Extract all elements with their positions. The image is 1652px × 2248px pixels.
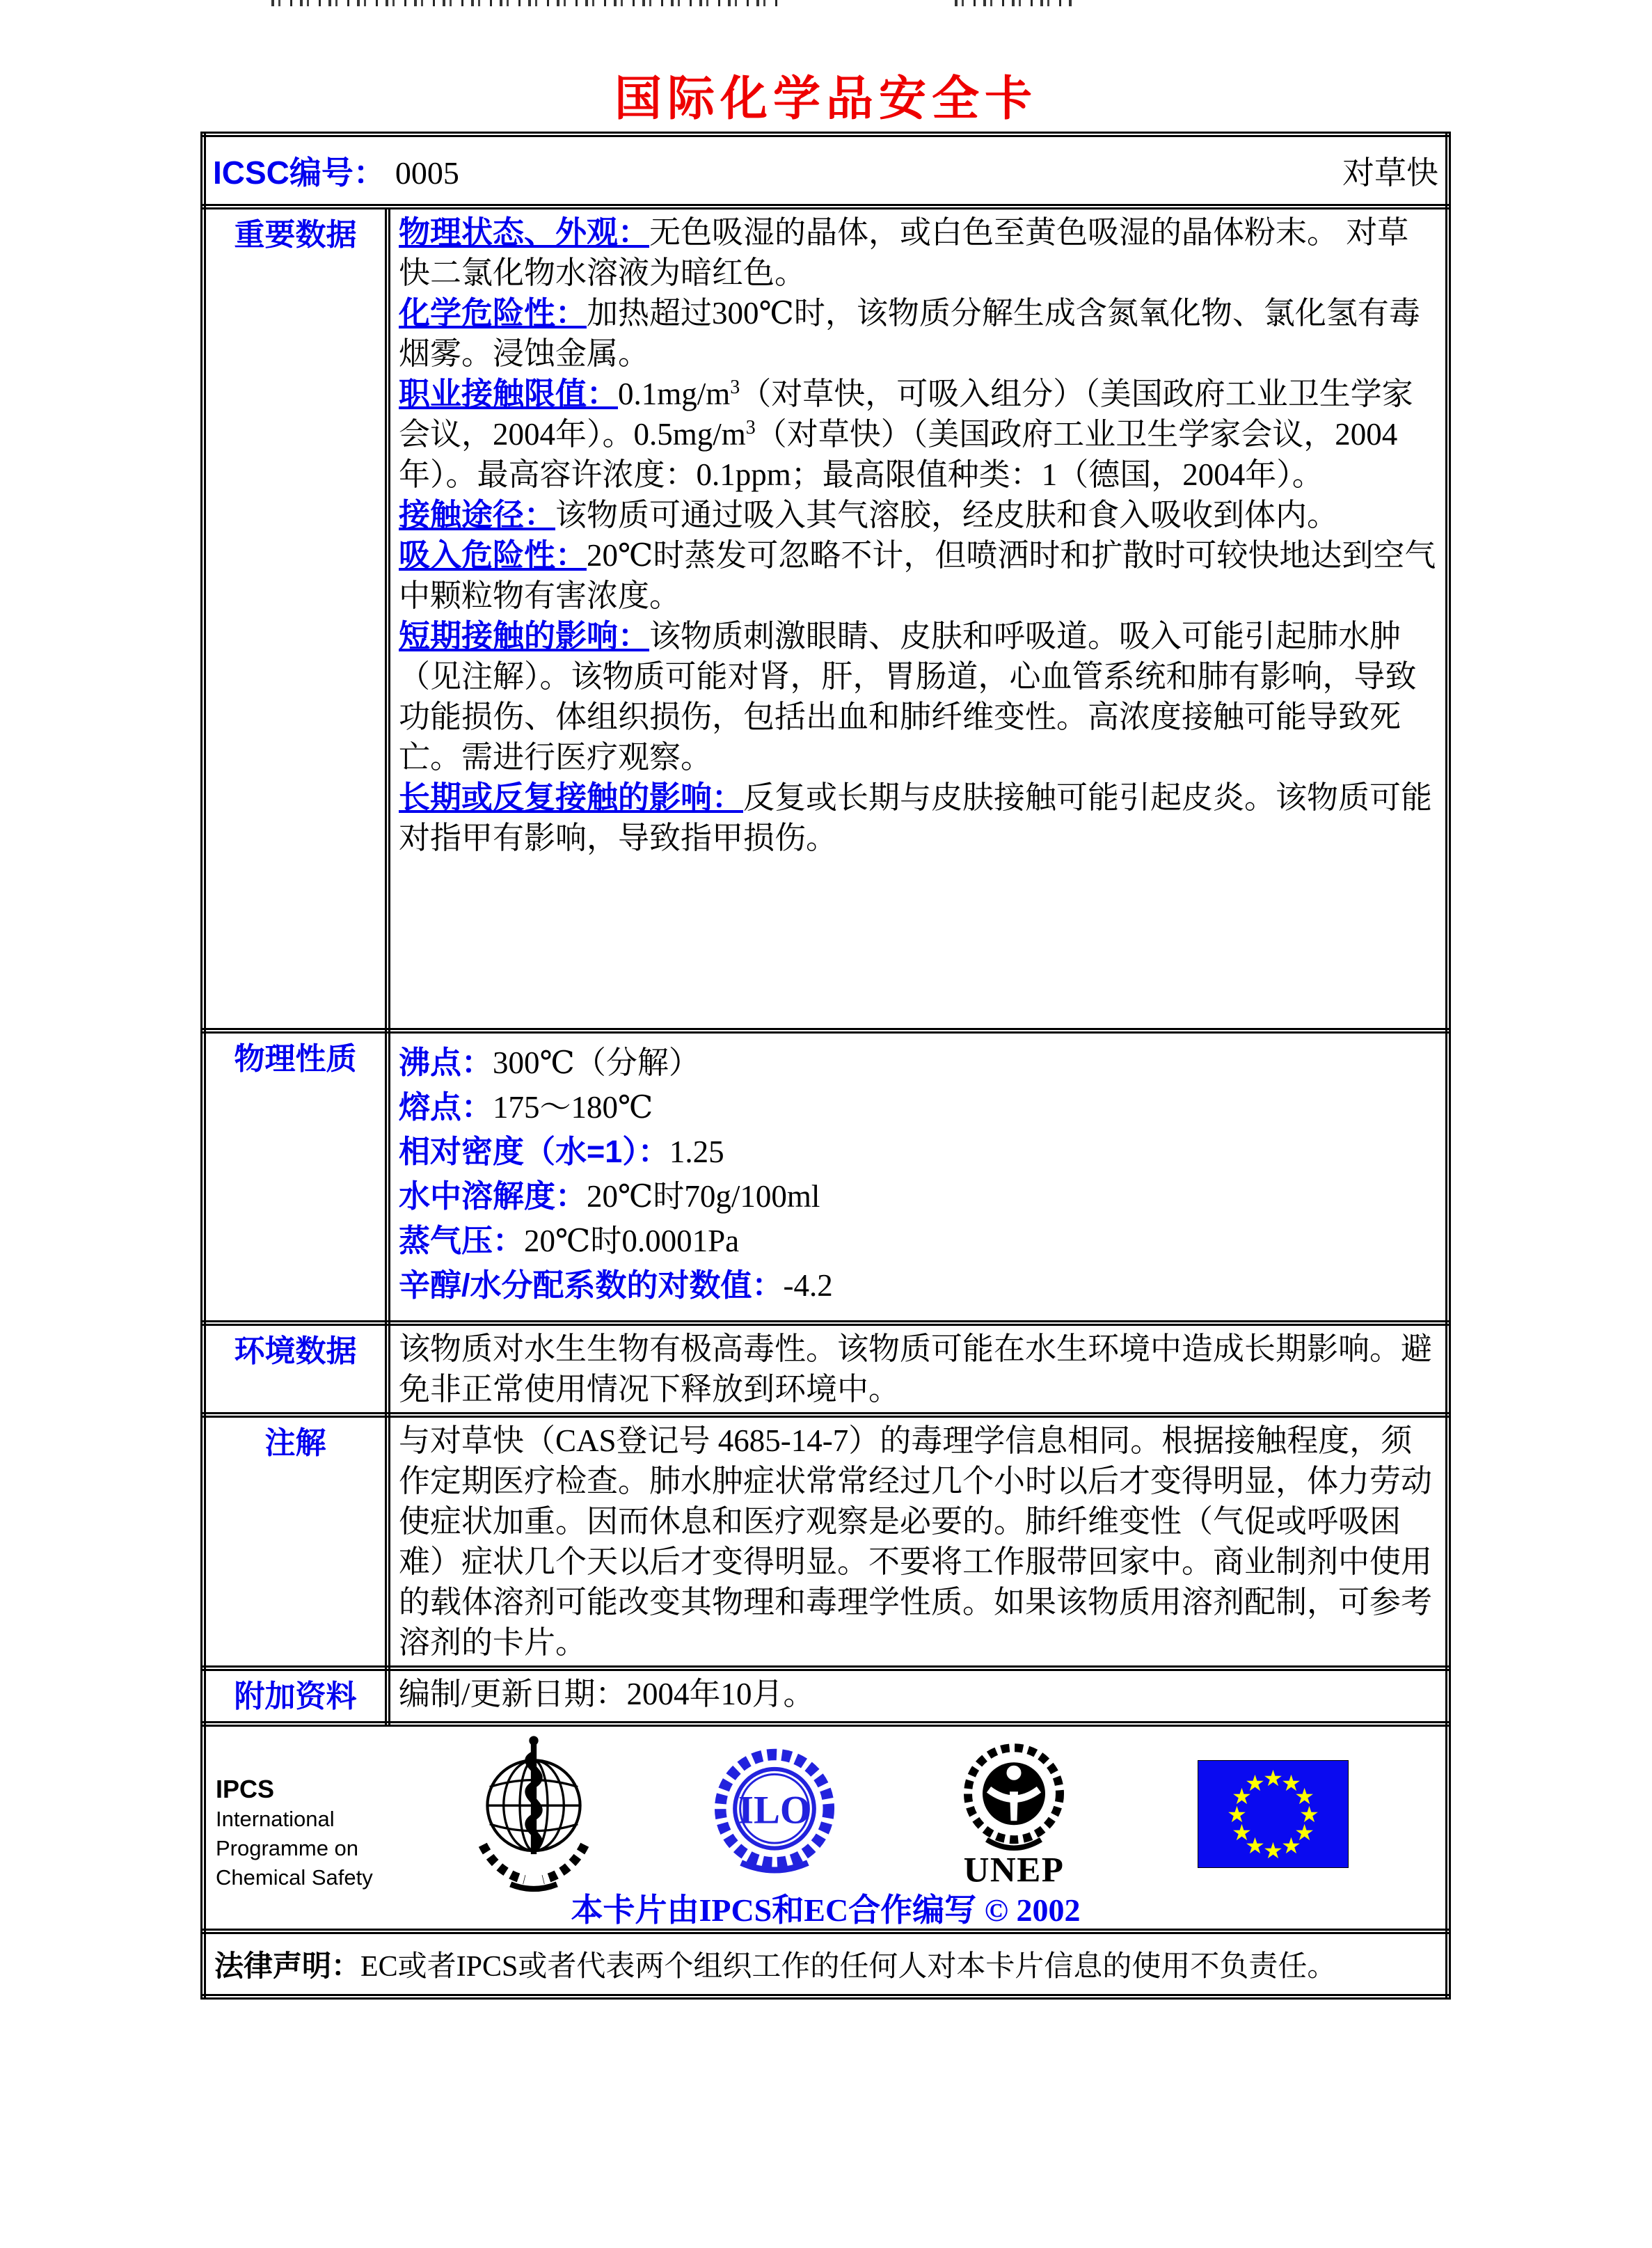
section-content-environmental-data: 该物质对水生生物有极高毒性。该物质可能在水生环境中造成长期影响。避免非正常使用情况下释放到环境中。 xyxy=(388,1323,1448,1415)
eu-star: ★ xyxy=(1232,1784,1252,1809)
section-label-notes: 注解 xyxy=(203,1415,388,1668)
cooperation-caption: 本卡片由IPCS和EC合作编写 © 2002 xyxy=(571,1892,1081,1928)
eu-star: ★ xyxy=(1245,1770,1265,1796)
icsc-number-label: ICSC编号： xyxy=(213,155,386,191)
eu-star: ★ xyxy=(1232,1820,1252,1845)
section-content-important-data: 物理状态、外观：无色吸湿的晶体，或白色至黄色吸湿的晶体粉末。 对草快二氯化物水溶液为暗红色。 化学危险性：加热超过300℃时，该物质分解生成含氮氧化物、氯化氢有毒烟雾。浸蚀金属。 职业接触限值：$0.1mg/m^3$（对草快，可吸入组分）（美国政府工业卫生学家会议，2004年）。$0.5mg/m^3$（对草快）（美国政府工业卫生学家会议，2004年）。最高容许浓度：0.1ppm；最高限值种类：1（德国，2004年）。 接触途径：该物质可通过吸入其气溶胶，经皮肤和食入吸收到体内。 吸入危险性：20℃时蒸发可忽略不计，但喷洒时和扩散时可较快地达到空气中颗粒物有害浓度。 短期接触的影响：该物质刺激眼睛、皮肤和呼吸道。吸入可能引起肺水肿（见注解）。该物质可能对肾，肝，胃肠道，心血管系统和肺有影响，导致功能损伤、体组织损伤，包括出血和肺纤维变性。高浓度接触可能导致死亡。需进行医疗观察。 长期或反复接触的影响：反复或长期与皮肤接触可能引起皮炎。该物质可能对指甲有影响，导致指甲损伤。 xyxy=(388,207,1448,1031)
legal-notice-label: 法律声明： xyxy=(214,1949,361,1982)
ilo-letters: ILO xyxy=(738,1788,811,1833)
clipped-header-remnant xyxy=(955,0,1074,6)
icsc-number xyxy=(213,148,459,193)
ipcs-subtitle-line: International xyxy=(216,1807,335,1831)
ipcs-subtitle-line: Programme on xyxy=(216,1836,359,1860)
section-label-environmental-data: 环境数据 xyxy=(203,1323,388,1415)
eu-flag-icon xyxy=(1198,1760,1349,1868)
row-environmental-data xyxy=(203,1323,1448,1415)
row-logos xyxy=(203,1724,1448,1931)
logo-strip xyxy=(206,1727,1445,1892)
eu-star: ★ xyxy=(1245,1833,1265,1859)
ipcs-subtitle-line: Chemical Safety xyxy=(216,1865,373,1890)
eu-star: ★ xyxy=(1299,1802,1319,1827)
icsc-number-value: 0005 xyxy=(395,155,459,191)
eu-star: ★ xyxy=(1263,1766,1283,1791)
row-important-data xyxy=(203,207,1448,1031)
section-label-important-data: 重要数据 xyxy=(203,207,388,1031)
chemical-name: 对草快 xyxy=(1342,155,1438,191)
row-additional-information xyxy=(203,1668,1448,1724)
section-content-additional-information: 编制/更新日期：2004年10月。 xyxy=(388,1668,1448,1724)
page-title: 国际化学品安全卡 xyxy=(614,72,1038,125)
ipcs-title: IPCS xyxy=(216,1775,275,1803)
card-header-cell xyxy=(203,134,1448,207)
icsc-card-table xyxy=(200,132,1451,2000)
eu-star: ★ xyxy=(1263,1838,1283,1863)
eu-star: ★ xyxy=(1227,1802,1247,1827)
eu-star: ★ xyxy=(1281,1770,1301,1796)
legal-notice-cell xyxy=(203,1931,1448,1997)
unep-logo-icon xyxy=(951,1739,1077,1887)
row-notes xyxy=(203,1415,1448,1668)
row-legal-notice xyxy=(203,1931,1448,1997)
ilo-logo-icon xyxy=(712,1746,837,1883)
eu-star: ★ xyxy=(1281,1833,1301,1859)
section-content-physical-properties: 沸点：300℃（分解） 熔点：175～180℃ 相对密度（水=1）：1.25 水中溶解度：20℃时70g/100ml 蒸气压：20℃时0.0001Pa 辛醇/水分配系数的对数值：-4.2 xyxy=(388,1031,1448,1323)
section-label-additional-information: 附加资料 xyxy=(203,1668,388,1724)
clipped-header-remnant xyxy=(271,0,779,6)
who-logo-icon xyxy=(464,1734,603,1892)
section-content-notes: 与对草快（CAS登记号 4685-14-7）的毒理学信息相同。根据接触程度，须作定期医疗检查。肺水肿症状常常经过几个小时以后才变得明显，体力劳动使症状加重。因而休息和医疗观察是必要的。肺纤维变性（气促或呼吸困难）症状几个天以后才变得明显。不要将工作服带回家中。商业制剂中使用的载体溶剂可能改变其物理和毒理学性质。如果该物质用溶剂配制，可参考溶剂的卡片。 xyxy=(388,1415,1448,1668)
logos-cell xyxy=(203,1724,1448,1931)
section-label-physical-properties: 物理性质 xyxy=(203,1031,388,1323)
eu-star: ★ xyxy=(1294,1784,1315,1809)
legal-notice-text: EC或者IPCS或者代表两个组织工作的任何人对本卡片信息的使用不负责任。 xyxy=(360,1951,1337,1983)
unep-letters: UNEP xyxy=(963,1851,1065,1887)
eu-star: ★ xyxy=(1294,1820,1315,1845)
card-header-row xyxy=(203,134,1448,207)
ipcs-wordmark xyxy=(216,1774,373,1892)
row-physical-properties xyxy=(203,1031,1448,1323)
